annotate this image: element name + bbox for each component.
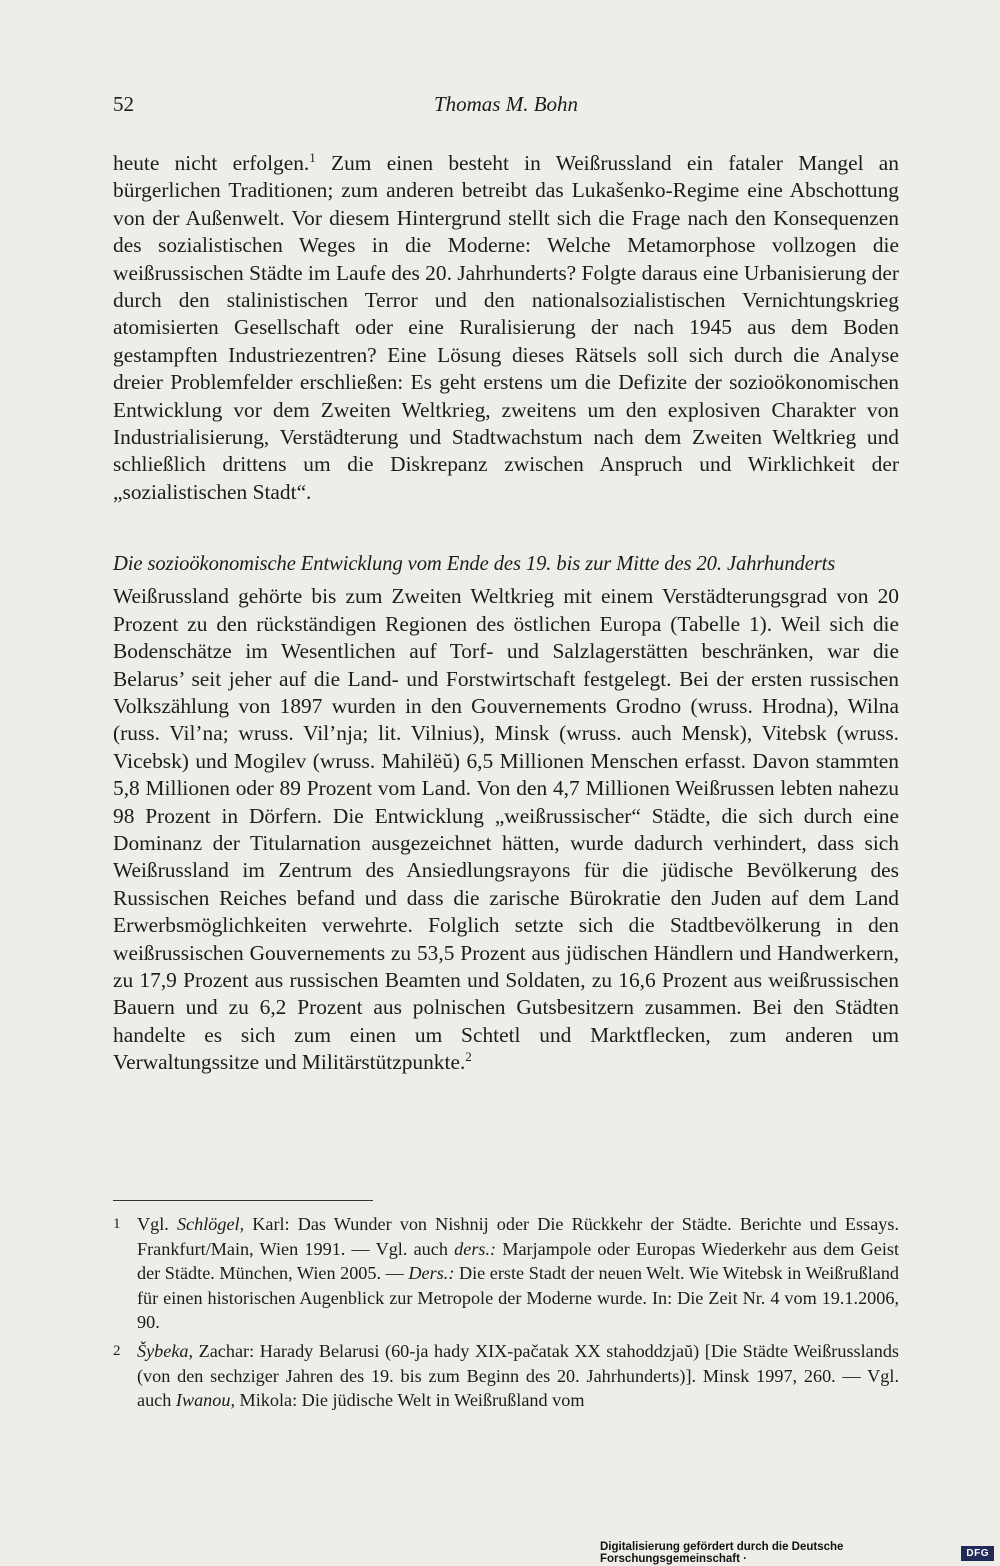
footnote-italic-text: Ders.: xyxy=(408,1263,455,1284)
footnote-number: 2 xyxy=(113,1342,121,1359)
digitization-credit xyxy=(600,1540,1000,1566)
footnote xyxy=(113,1212,899,1335)
dfg-logo: DFG xyxy=(961,1546,994,1561)
footnote-text xyxy=(137,1341,899,1410)
footnote-italic-text: Schlögel, xyxy=(176,1214,245,1234)
footnote-italic-text: Iwanou, xyxy=(175,1390,235,1411)
footnote-plain-text: Die erste Stadt der neuen Welt. Wie Witebsk in Weißrußland für einen historischen Augenblick zur Metropole der Moderne wurde. In: Die Zeit Nr. 4 vom 19.1.2006, 90. xyxy=(137,1263,900,1333)
footnote-reference: 2 xyxy=(465,1049,472,1065)
section-heading: Die sozioökonomische Entwicklung vom Ende des 19. bis zur Mitte des 20. Jahrhunderts xyxy=(113,553,836,576)
footnote-number: 1 xyxy=(113,1216,121,1232)
footnote-plain-text: Karl: Das Wunder von Nishnij oder Die Rückkehr der Städte. Berichte und Essays. Frankfurt/Main, Wien 1991. — Vgl. auch xyxy=(137,1214,899,1259)
paragraph xyxy=(113,583,899,1076)
paragraph-text: Weißrussland gehörte bis zum Zweiten Weltkrieg mit einem Verstädterungsgrad von 20 Prozent zu den rückständigen Regionen des östlichen Europa (Tabelle 1). Weil sich die Bodenschätze im Wesentlichen auf Torf- und Salzlagerstätten beschränken, war die Belarus’ seit jeher auf die Land- und Forstwirtschaft festgelegt. Bei der ersten russischen Volkszählung von 1897 wurden in den Gouvernements Grodno (wruss. Hrodna), Wilna (russ. Vil’na; wruss. Vil’nja; lit. Vilnius), Minsk (wruss. auch Mensk), Vitebsk (wruss. Vicebsk) und Mogilev (wruss. Mahilëŭ) 6,5 Millionen Menschen erfasst. Davon stammten 5,8 Millionen oder 89 Prozent vom Land. Von den 4,7 Millionen Weißrussen lebten nahezu 98 Prozent in Dörfern. Die Entwicklung „weißrussischer“ Städte, die sich durch eine Dominanz der Titularnation ausgezeichnet hätten, wurde dadurch verhindert, dass sich Weißrussland im Zentrum des Ansiedlungsrayons für die jüdische Bevölkerung des Russischen Reiches befand und dass die zarische Bürokratie den Juden auf dem Land Erwerbsmöglichkeiten verwehrte. Folglich setzte sich die Stadtbevölkerung in den weißrussischen Gouvernements zu 53,5 Prozent aus jüdischen Händlern und Handwerkern, zu 17,9 Prozent aus russischen Beamten und Soldaten, zu 16,6 Prozent aus weißrussischen Bauern und zu 6,2 Prozent aus polnischen Gutsbesitzern zusammen. Bei den Städten handelte es sich zum einen um Schtetl und Marktflecken, zum anderen um Verwaltungssitze und Militärstützpunkte. xyxy=(113,584,899,1075)
footnote-plain-text: Vgl. xyxy=(137,1214,177,1234)
footnote-plain-text: Marjampole oder Europas Wiederkehr aus dem Geist der Städte. München, Wien 2005. — xyxy=(137,1238,900,1284)
page-header xyxy=(113,92,899,124)
footnotes xyxy=(113,1212,899,1417)
page-number: 52 xyxy=(113,92,134,116)
body-text xyxy=(113,150,899,1077)
credit-text: Digitalisierung gefördert durch die Deutsche Forschungsgemeinschaft · xyxy=(600,1541,844,1565)
footnote-reference: 1 xyxy=(309,150,316,165)
footnote-text xyxy=(137,1214,899,1332)
footnote xyxy=(113,1339,899,1413)
footnote-plain-text: Mikola: Die jüdische Welt in Weißrußland vom xyxy=(235,1390,585,1411)
footnote-plain-text: Zachar: Harady Belarusi (60-ja hady XIX-pačatak XX stahoddzjaŭ) [Die Städte Weißrusslands (von den sechziger Jahren des 19. bis zum Beginn des 20. Jahrhunderts)]. Minsk 1997, 260. — Vgl. auch xyxy=(137,1340,899,1411)
paragraph xyxy=(113,150,899,506)
footnote-divider xyxy=(113,1200,373,1201)
paragraph-text: Zum einen besteht in Weißrussland ein fataler Mangel an bürgerlichen Traditionen; zum anderen betreibt das Lukašenko-Regime eine Abschottung von der Außenwelt. Vor diesem Hintergrund stellt sich die Frage nach den Konsequenzen des sozialistischen Weges in die Moderne: Welche Metamorphose vollzogen die weißrussischen Städte im Laufe des 20. Jahrhunderts? Folgte daraus eine Urbanisierung der durch den stalinistischen Terror und den nationalsozialistischen Vernichtungskrieg atomisierten Gesellschaft oder eine Ruralisierung der nach 1945 aus dem Boden gestampften Industriezentren? Eine Lösung dieses Rätsels soll sich durch die Analyse dreier Problemfelder erschließen: Es geht erstens um die Defizite der sozioökonomischen Entwicklung vor dem Zweiten Weltkrieg, zweitens um den explosiven Charakter von Industrialisierung, Verstädterung und Stadtwachstum nach dem Zweiten Weltkrieg und schließlich drittens um die Diskrepanz zwischen Anspruch und Wirklichkeit der „sozialistischen Stadt“. xyxy=(113,151,900,504)
footnote-italic-text: ders.: xyxy=(454,1238,497,1259)
paragraph-text: heute nicht erfolgen. xyxy=(113,151,310,175)
running-head: Thomas M. Bohn xyxy=(433,92,579,116)
footnote-italic-text: Šybeka, xyxy=(137,1340,194,1361)
